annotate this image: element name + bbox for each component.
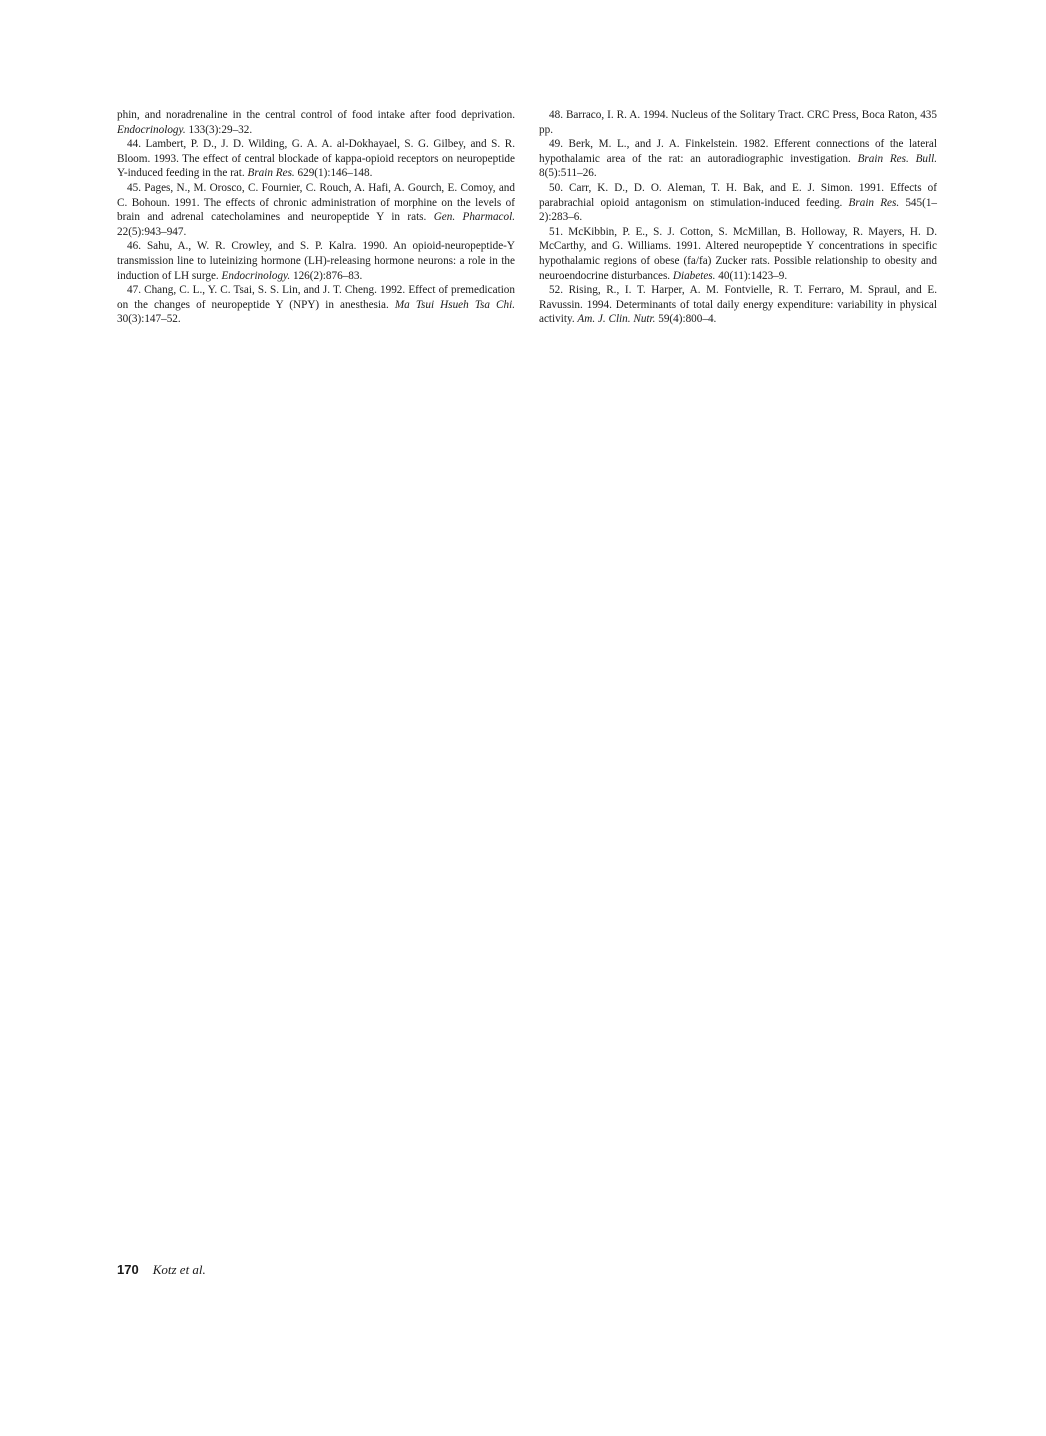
journal-title: Brain Res. Bull.: [857, 152, 938, 165]
journal-title: Brain Res.: [247, 167, 295, 180]
reference-45: 45. Pages, N., M. Orosco, C. Fournier, C. Rouch, A. Hafi, A. Gourch, E. Comoy, and C. Bohoun. 1991. The effects of chronic administration of morphine on the levels of brain and adrenal catecholamines and neuropeptide Y in rats. Gen. Pharmacol. 22(5):943–947.: [117, 181, 516, 238]
reference-50: 50. Carr, K. D., D. O. Aleman, T. H. Bak, and E. J. Simon. 1991. Effects of parabrachial opioid antagonism on stimulation-induced feeding. Brain Res. 545(1–2):283–6.: [539, 181, 938, 224]
reference-46: 46. Sahu, A., W. R. Crowley, and S. P. Kalra. 1990. An opioid-neuropeptide-Y transmission line to luteinizing hormone (LH)-releasing hormone neurons: a role in the induction of LH surge. Endocrinology. 126(2):876–83.: [117, 240, 515, 282]
references-column-left: [117, 108, 515, 327]
journal-title: Am. J. Clin. Nutr.: [577, 313, 656, 326]
reference-52: 52. Rising, R., I. T. Harper, A. M. Fontvielle, R. T. Ferraro, M. Spraul, and E. Ravussin. 1994. Determinants of total daily energy expenditure: variability in physical activity. Am. J. Clin. Nutr. 59(4):800–4.: [539, 284, 937, 326]
journal-title: Ma Tsui Hsueh Tsa Chi.: [394, 298, 515, 311]
reference-43-continuation: phin, and noradrenaline in the central control of food intake after food deprivation. Endocrinology. 133(3):29–32.: [117, 109, 515, 136]
journal-title: Endocrinology.: [117, 123, 186, 136]
reference-49: 49. Berk, M. L., and J. A. Finkelstein. 1982. Efferent connections of the lateral hypothalamic area of the rat: an autoradiographic investigation. Brain Res. Bull. 8(5):511–26.: [539, 138, 938, 180]
reference-51: 51. McKibbin, P. E., S. J. Cotton, S. McMillan, B. Holloway, R. Mayers, H. D. McCarthy, and G. Williams. 1991. Altered neuropeptide Y concentrations in specific hypothalamic regions of obese (fa/fa) Zucker rats. Possible relationship to obesity and neuroendocrine disturbances. Diabetes. 40(11):1423–9.: [539, 225, 937, 282]
reference-44: 44. Lambert, P. D., J. D. Wilding, G. A. A. al-Dokhayael, S. G. Gilbey, and S. R. Bloom. 1993. The effect of central blockade of kappa-opioid receptors on neuropeptide Y-induced feeding in the rat. Brain Res. 629(1):146–148.: [117, 138, 515, 180]
reference-48: 48. Barraco, I. R. A. 1994. Nucleus of the Solitary Tract. CRC Press, Boca Raton, 435 pp.: [539, 109, 937, 136]
references-column-right: [539, 108, 937, 327]
journal-title: Endocrinology.: [221, 269, 291, 282]
running-head: Kotz et al.: [152, 1262, 206, 1277]
reference-47: 47. Chang, C. L., Y. C. Tsai, S. S. Lin, and J. T. Cheng. 1992. Effect of premedication on the changes of neuropeptide Y (NPY) in anesthesia. Ma Tsui Hsueh Tsa Chi. 30(3):147–52.: [117, 284, 515, 326]
page-footer: [117, 1262, 206, 1278]
journal-title: Gen. Pharmacol.: [433, 211, 516, 224]
page-number: 170: [117, 1262, 139, 1277]
journal-title: Diabetes.: [672, 269, 716, 282]
journal-title: Brain Res.: [848, 196, 900, 209]
